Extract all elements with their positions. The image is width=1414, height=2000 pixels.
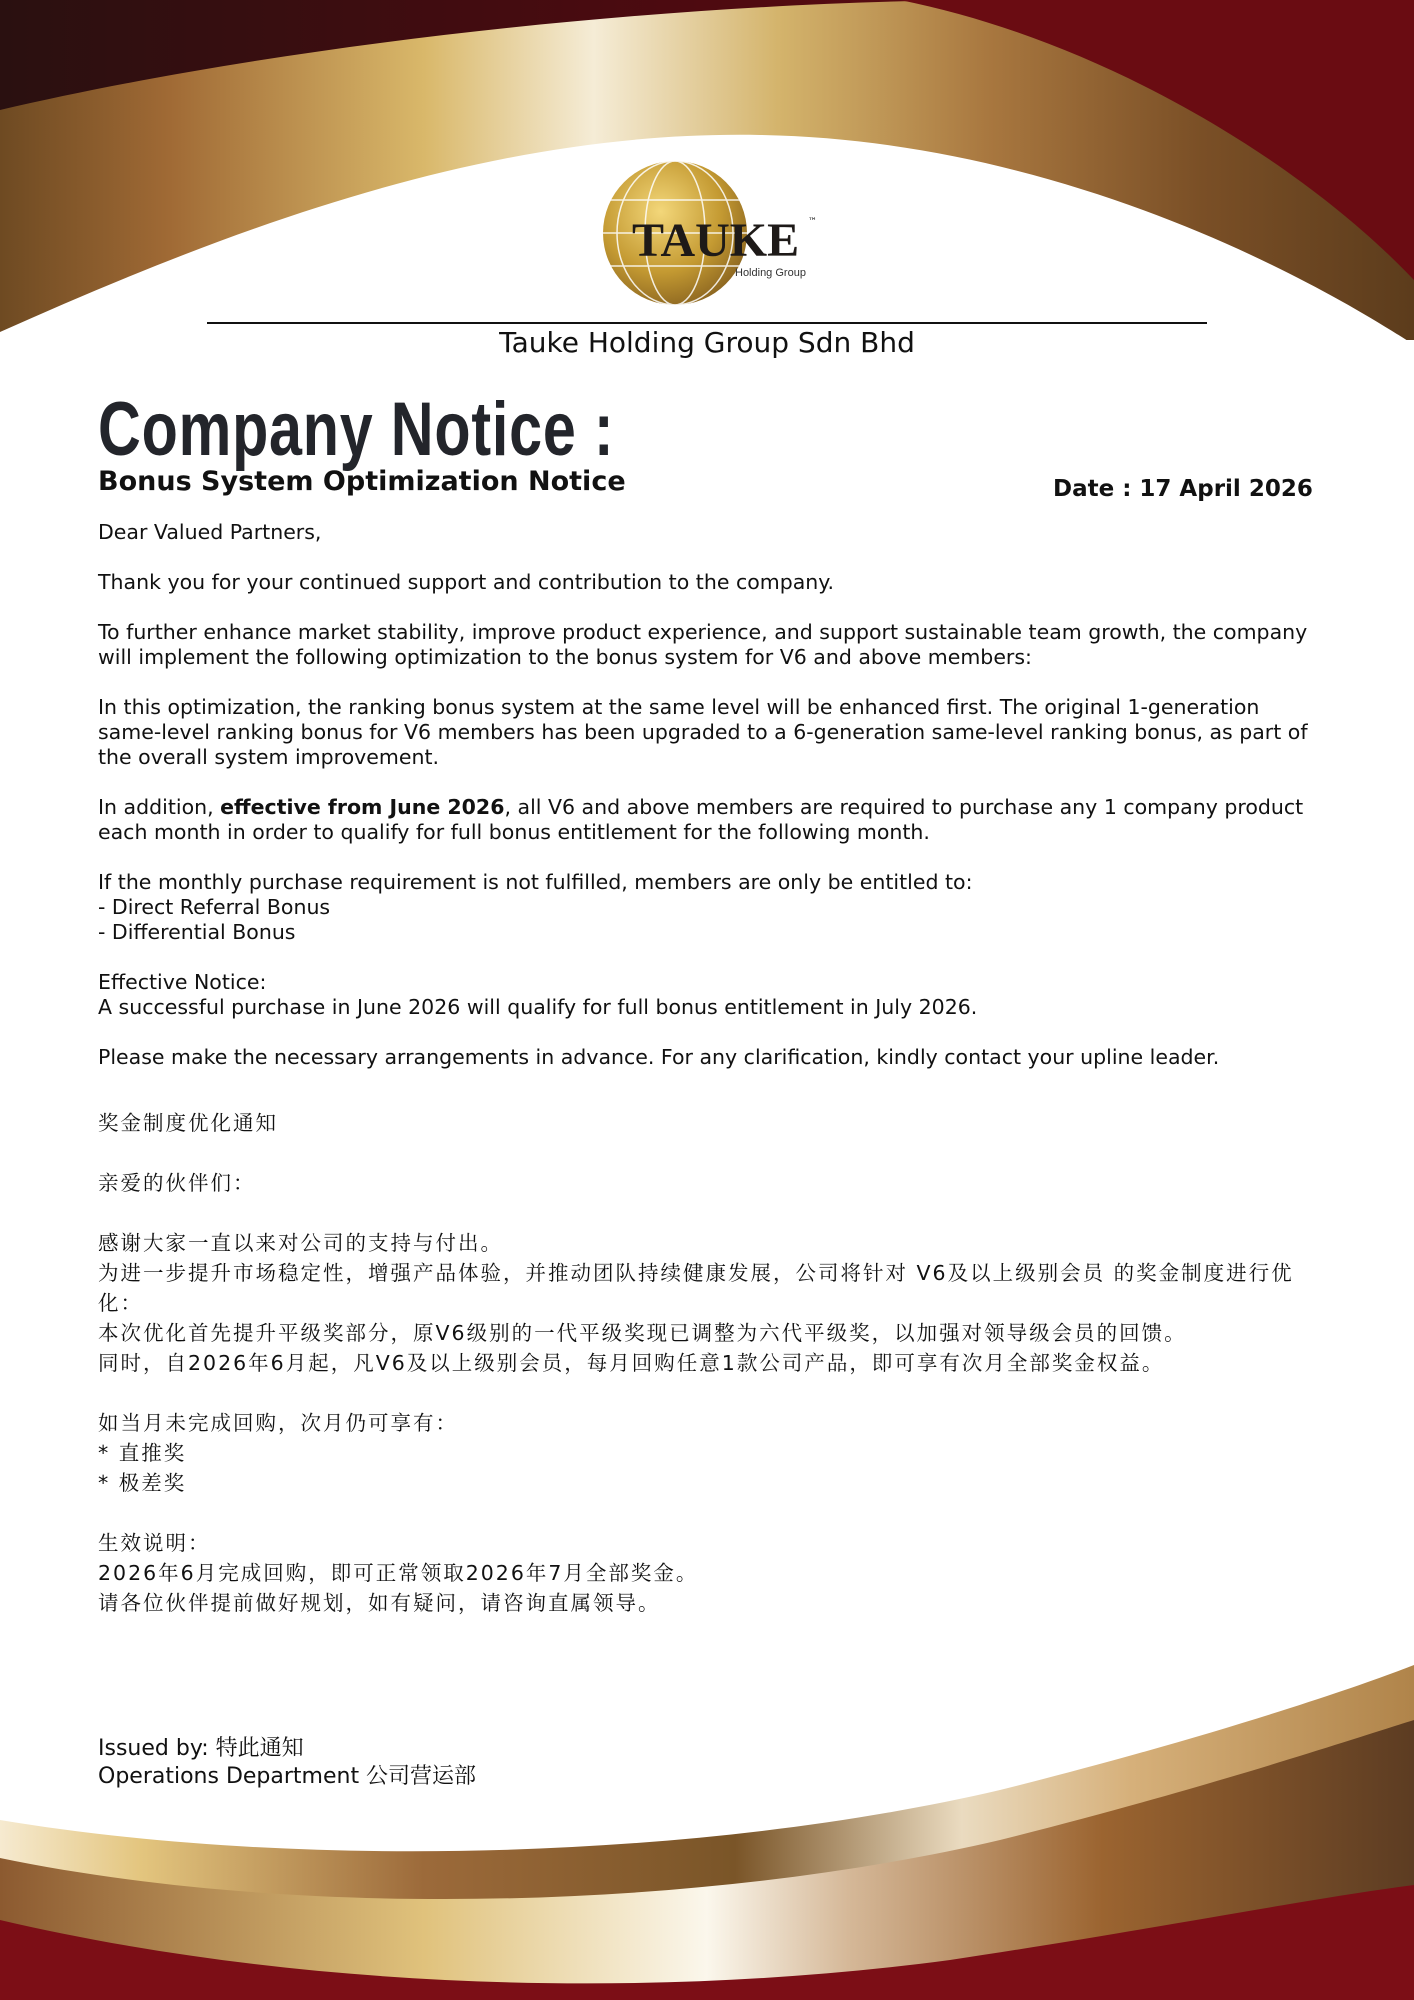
notice-title: Company Notice : <box>98 387 615 472</box>
bonus-item: - Direct Referral Bonus <box>98 895 331 919</box>
tauke-logo <box>590 155 830 315</box>
zh-main <box>98 1228 1338 1378</box>
zh-line: 为进一步提升市场稳定性，增强产品体验，并推动团队持续健康发展，公司将针对 V6及以上级别会员 的奖金制度进行优化： <box>98 1261 1294 1315</box>
zh-title: 奖金制度优化通知 <box>98 1111 278 1135</box>
notice-date: Date : 17 April 2026 <box>1053 476 1313 502</box>
effective-text: A successful purchase in June 2026 will qualify for full bonus entitlement in July 2026. <box>98 995 978 1019</box>
zh-effective <box>98 1528 1338 1618</box>
optimization-paragraph: In this optimization, the ranking bonus system at the same level will be enhanced first. The original 1-generation same-level ranking bonus for V6 members has been upgraded to a 6-generation same-level ranking bonus, as part of the overall system improvement. <box>98 695 1308 769</box>
zh-line: 生效说明： <box>98 1531 211 1555</box>
zh-line: 感谢大家一直以来对公司的支持与付出。 <box>98 1231 503 1255</box>
fallback-paragraph <box>98 870 1328 945</box>
department: Operations Department 公司营运部 <box>98 1764 477 1789</box>
addition-bold: effective from June 2026 <box>220 795 505 819</box>
header-divider <box>207 322 1207 324</box>
chinese-body <box>98 1108 1338 1648</box>
logo-tm: ™ <box>808 217 817 227</box>
intro-paragraph: To further enhance market stability, improve product experience, and support sustainable team growth, the company will implement the following optimization to the bonus system for V6 and above members: <box>98 620 1308 669</box>
issued-by: Issued by: 特此通知 <box>98 1736 304 1761</box>
logo-tagline: Holding Group <box>735 267 806 279</box>
addition-pre: In addition, <box>98 795 221 819</box>
issued-by-block <box>98 1735 476 1791</box>
addition-paragraph <box>98 795 1328 845</box>
not-fulfilled-text: If the monthly purchase requirement is not fulfilled, members are only be entitled to: <box>98 870 973 894</box>
notice-subtitle: Bonus System Optimization Notice <box>98 466 626 497</box>
bonus-item: - Differential Bonus <box>98 920 296 944</box>
zh-bonus-item: * 极差奖 <box>98 1471 187 1495</box>
addition-post: , all V6 and above members are required to purchase any 1 company product each month in order to qualify for full bonus entitlement for the following month. <box>98 795 1304 844</box>
zh-line: 本次优化首先提升平级奖部分，原V6级别的一代平级奖现已调整为六代平级奖，以加强对领导级会员的回馈。 <box>98 1321 1187 1345</box>
zh-bonus-item: * 直推奖 <box>98 1441 187 1465</box>
zh-fallback <box>98 1408 1338 1498</box>
zh-line: 2026年6月完成回购，即可正常领取2026年7月全部奖金。 <box>98 1561 699 1585</box>
closing-paragraph: Please make the necessary arrangements in advance. For any clarification, kindly contact your upline leader. <box>98 1045 1220 1069</box>
greeting: Dear Valued Partners, <box>98 520 322 544</box>
zh-line: 如当月未完成回购，次月仍可享有： <box>98 1411 458 1435</box>
thanks-paragraph: Thank you for your continued support and contribution to the company. <box>98 570 835 594</box>
effective-paragraph <box>98 970 1328 1020</box>
zh-line: 同时，自2026年6月起，凡V6及以上级别会员，每月回购任意1款公司产品，即可享有次月全部奖金权益。 <box>98 1351 1165 1375</box>
english-body <box>98 520 1328 1095</box>
effective-label: Effective Notice: <box>98 970 267 994</box>
company-name: Tauke Holding Group Sdn Bhd <box>499 326 915 359</box>
logo-wordmark: TAUKE <box>632 214 800 267</box>
zh-line: 请各位伙伴提前做好规划，如有疑问，请咨询直属领导。 <box>98 1591 661 1615</box>
zh-greeting: 亲爱的伙伴们： <box>98 1171 256 1195</box>
